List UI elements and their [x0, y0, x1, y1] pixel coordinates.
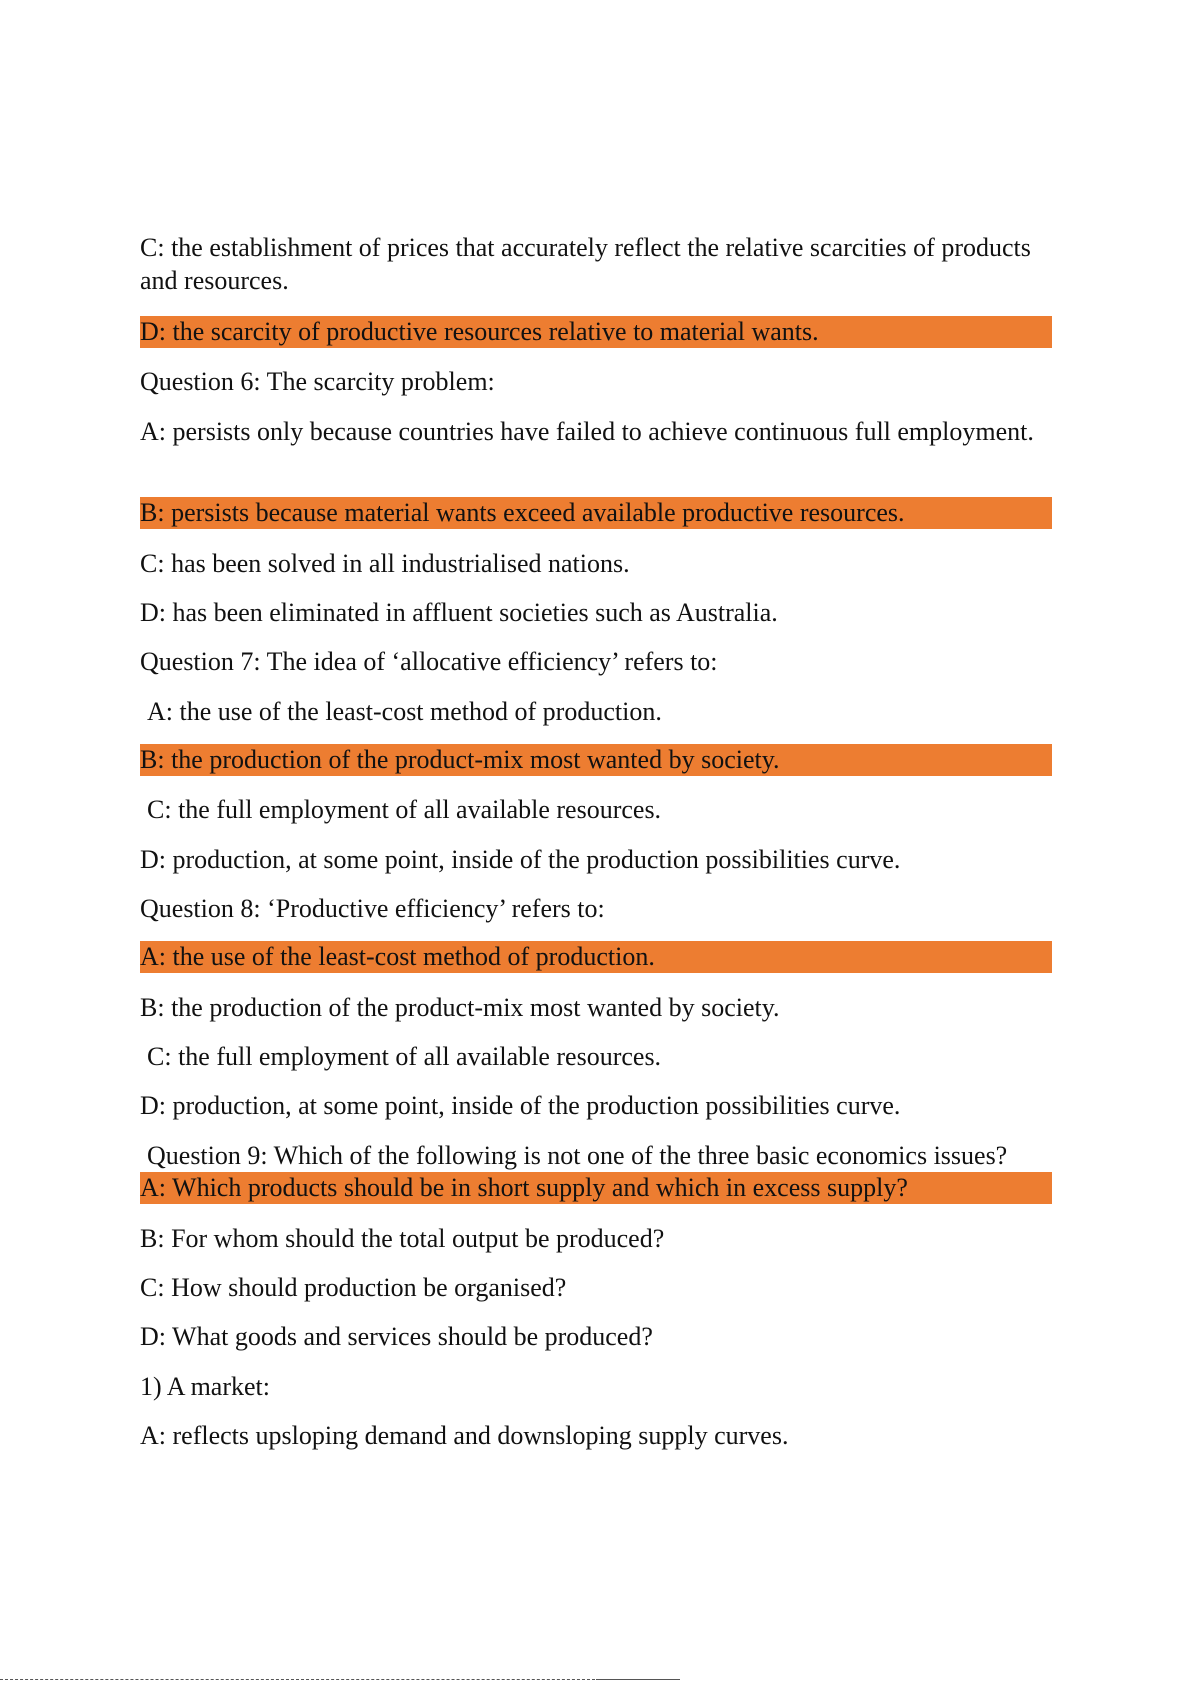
q7-option-d: D: production, at some point, inside of the production possibilities curve.	[140, 845, 901, 874]
question-market: 1) A market:	[140, 1372, 270, 1401]
q6-option-c: C: has been solved in all industrialised nations.	[140, 549, 630, 578]
question-7: Question 7: The idea of ‘allocative efficiency’ refers to:	[140, 647, 718, 676]
q5-option-c: C: the establishment of prices that accurately reflect the relative scarcities of products and resources.	[140, 233, 1031, 295]
market-option-a: A: reflects upsloping demand and downsloping supply curves.	[140, 1421, 789, 1450]
footer-divider	[0, 1679, 595, 1680]
q6-option-b-answer: B: persists because material wants exceed available productive resources.	[140, 497, 1052, 529]
q7-option-b-answer: B: the production of the product-mix most wanted by society.	[140, 744, 1052, 776]
q5-option-d-answer: D: the scarcity of productive resources relative to material wants.	[140, 316, 1052, 348]
q9-option-c: C: How should production be organised?	[140, 1273, 567, 1302]
question-9: Question 9: Which of the following is not one of the three basic economics issues?	[147, 1141, 1008, 1170]
question-8: Question 8: ‘Productive efficiency’ refers to:	[140, 894, 605, 923]
q7-option-c: C: the full employment of all available resources.	[147, 795, 662, 824]
q8-option-a-answer: A: the use of the least-cost method of production.	[140, 941, 1052, 973]
q6-option-a: A: persists only because countries have failed to achieve continuous full employment.	[140, 417, 1034, 446]
question-6: Question 6: The scarcity problem:	[140, 367, 495, 396]
q7-option-a: A: the use of the least-cost method of production.	[147, 697, 662, 726]
q9-option-d: D: What goods and services should be produced?	[140, 1322, 653, 1351]
q9-option-a-answer: A: Which products should be in short supply and which in excess supply?	[140, 1172, 1052, 1204]
q9-option-b: B: For whom should the total output be produced?	[140, 1224, 665, 1253]
q8-option-d: D: production, at some point, inside of the production possibilities curve.	[140, 1091, 901, 1120]
footer-divider-segment	[596, 1679, 680, 1680]
q8-option-c: C: the full employment of all available resources.	[147, 1042, 662, 1071]
q8-option-b: B: the production of the product-mix most wanted by society.	[140, 993, 780, 1022]
q6-option-d: D: has been eliminated in affluent societies such as Australia.	[140, 598, 778, 627]
